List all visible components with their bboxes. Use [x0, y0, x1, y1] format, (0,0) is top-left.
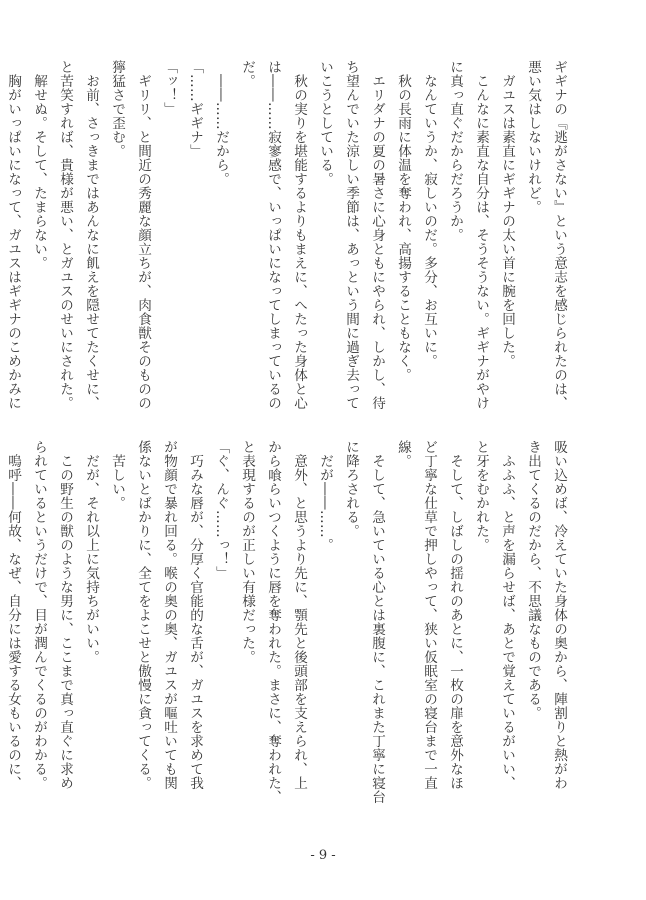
text-line: に真っ直ぐだからだろうか。	[447, 60, 463, 242]
text-line: は――……寂寥感で、いっぱいになってしまっているの	[265, 60, 281, 410]
text-line: 「……ギギナ」	[187, 60, 203, 158]
text-line: から喰らいつくように唇を奪われた。まさに、奪われた、	[265, 440, 281, 804]
text-line: だ。	[239, 60, 255, 88]
text-line: 苦しい。	[109, 440, 125, 510]
text-line: 胸がいっぱいになって、ガユスはギギナのこめかみに	[5, 60, 21, 410]
text-line: だが、それ以上に気持ちがいい。	[83, 440, 99, 664]
text-line: 嗚呼――何故、なぜ、自分には愛する女もいるのに、	[5, 440, 21, 790]
text-line: そして、しばしの揺れのあとに、一枚の扉を意外なほ	[447, 440, 463, 790]
text-line: エリダナの夏の暑さに心身ともにやられ、しかし、待	[369, 60, 385, 410]
text-line: 線。	[395, 440, 411, 468]
text-line: この野生の獣のような男に、ここまで真っ直ぐに求め	[57, 440, 73, 790]
text-line: と苦笑すれば、貴様が悪い、とガユスのせいにされた。	[57, 60, 73, 410]
text-line: そして、急いている心とは裏腹に、これまた丁寧に寝台	[369, 440, 385, 804]
page-number: - 9 -	[310, 848, 336, 863]
text-line: と表現するのが正しい有様だった。	[239, 440, 255, 664]
text-line: 悪い気はしないけれど。	[525, 60, 541, 214]
text-line: ガユスは素直にギギナの太い首に腕を回した。	[499, 60, 515, 368]
text-line: 意外、と思うより先に、顎先と後頭部を支えられ、上	[291, 440, 307, 790]
text-line: ど丁寧な仕草で押しやって、狭い仮眠室の寝台まで一直	[421, 440, 437, 790]
text-block-top	[5, 60, 572, 410]
text-line: き出てくるのだから、不思議なものである。	[525, 440, 541, 720]
text-line: こんなに素直な自分は、そうそうない。ギギナがやけ	[473, 60, 489, 410]
text-line: ギギナの『逃がさない』という意志を感じられたのは、	[551, 60, 567, 410]
text-line: 解せぬ。そして、たまらない。	[31, 60, 47, 270]
text-line: 吸い込めば、冷えていた身体の奥から、陣割りと熱がわ	[551, 440, 567, 790]
text-line: 「ッ！」	[161, 60, 177, 116]
text-line: お前、さっきまではあんなに飢えを隠せてたくせに、	[83, 60, 99, 410]
text-line: 係ないとばかりに、全てをよこせと傲慢に貪ってくる。	[135, 440, 151, 790]
text-line: 秋の実りを堪能するよりもまえに、へたった身体と心	[291, 60, 307, 410]
text-line: ――……だから。	[213, 60, 229, 186]
text-line: が物顔で暴れ回る。喉の奥の奥、ガユスが嘔吐いても関	[161, 440, 177, 790]
text-block-bottom	[5, 440, 572, 804]
text-line: なんていうか、寂しいのだ。多分、お互いに。	[421, 60, 437, 368]
text-line: 「ぐ、んぐ……っ！」	[213, 440, 229, 580]
text-line: 巧みな唇が、分厚く官能的な舌が、ガユスを求めて我	[187, 440, 203, 790]
text-line: に降ろされる。	[343, 440, 359, 538]
text-line: ふふふ、と声を漏らせば、あとで覚えているがいい、	[499, 440, 515, 790]
text-line: と牙をむかれた。	[473, 440, 489, 552]
text-line: 獰猛さで歪む。	[109, 60, 125, 158]
text-line: ギリリ、と間近の秀麗な顔立ちが、肉食獣そのものの	[135, 60, 151, 410]
text-line: 秋の長雨に体温を奪われ、高揚することもなく。	[395, 60, 411, 382]
text-line: だが――……。	[317, 440, 333, 552]
text-line: られているというだけで、目が潤んでくるのがわかる。	[31, 440, 47, 790]
text-line: いこうとしている。	[317, 60, 333, 186]
text-line: ち望んでいた涼しい季節は、あっという間に過ぎ去って	[343, 60, 359, 410]
